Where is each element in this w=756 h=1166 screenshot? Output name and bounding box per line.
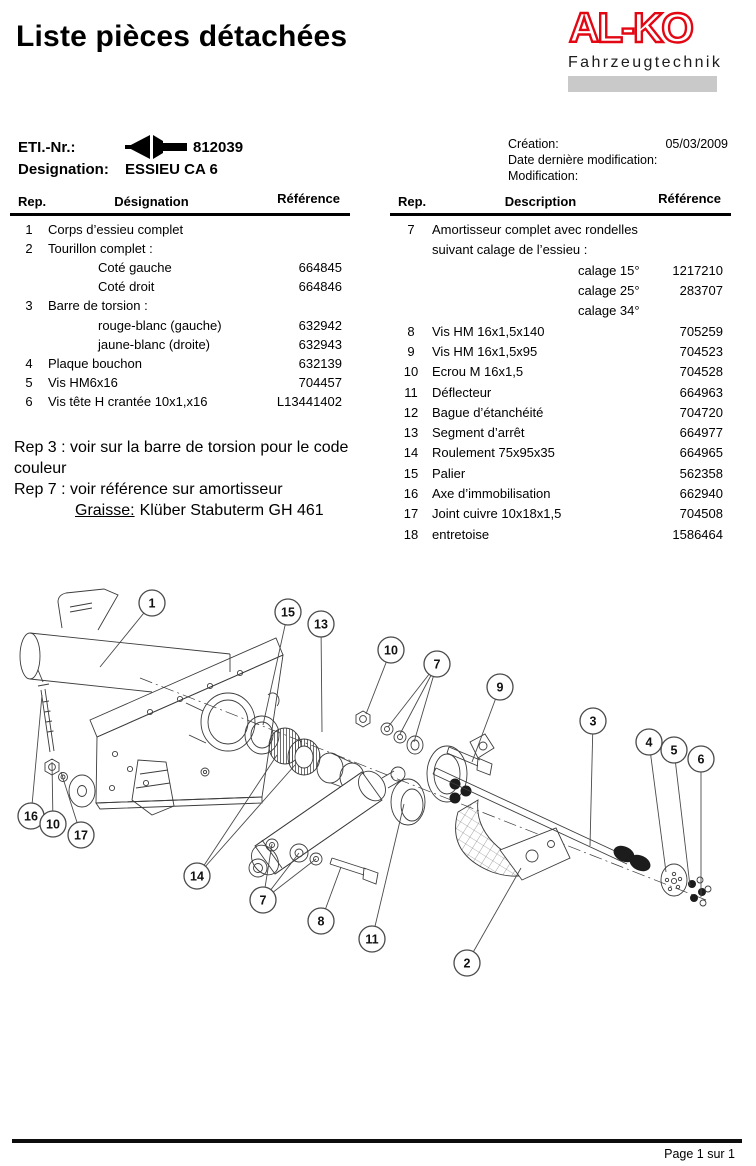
note-rep3: Rep 3 : voir sur la barre de torsion pour le code couleur [14,439,349,477]
callout-10 [378,637,404,663]
rep-cell: 11 [404,384,418,400]
callout-leader-line [649,742,666,872]
callout-8 [308,908,334,934]
header-rule [10,213,350,216]
reference-cell: 662940 [679,486,723,501]
table-row [390,240,731,260]
table-row [10,258,350,277]
designation-cell: Segment d’arrêt [432,425,525,441]
designation-cell: Plaque bouchon [48,355,142,371]
svg-text:5: 5 [670,743,678,758]
modification-label: Modification: [508,169,579,183]
callout-13 [308,611,334,637]
parts-table-left [10,192,350,411]
designation-cell: Vis tête H crantée 10x1,x16 [48,394,208,410]
header-reference: Référence [277,191,340,206]
header-designation: Désignation [114,194,189,209]
table-row [390,341,731,361]
table-row [390,504,731,524]
creation-value: 05/03/2009 [665,137,728,151]
page-number: Page 1 sur 1 [664,1147,735,1161]
designation-label: Designation: [18,160,109,178]
callout-leader-line [674,750,690,886]
reference-cell: L13441402 [276,394,342,410]
svg-text:10: 10 [384,643,398,658]
upper-washers [356,711,423,754]
callout-leader-line [31,695,42,816]
table-row [390,422,731,442]
shock-absorber [246,766,405,880]
rep-cell: 17 [403,506,419,522]
header-rep: Rep. [18,194,47,209]
table-row [390,443,731,463]
table-row [390,362,731,382]
svg-text:4: 4 [645,735,653,750]
rep-cell: 16 [403,486,419,501]
svg-text:7: 7 [259,893,267,908]
creation-label: Création: [508,137,559,151]
grease-value: Klüber Stabuterm GH 461 [139,502,324,519]
page-title: Liste pièces détachées [16,20,348,53]
table-row [390,321,731,341]
designation-cell: Vis HM6x16 [48,375,118,391]
callout-1 [139,590,165,616]
alko-logo [568,6,722,92]
meta-right [508,136,728,184]
table-row [10,220,350,239]
svg-text:7: 7 [433,657,441,672]
header-rule [390,213,731,216]
designation-cell: Barre de torsion : [48,298,148,314]
reference-cell: 704528 [679,364,723,380]
svg-text:11: 11 [365,932,379,947]
designation-cell: entretoise [432,526,490,542]
reference-cell: 664977 [679,425,723,441]
reference-cell: 632942 [298,317,342,333]
left-hardware [38,670,95,807]
callout-14 [184,863,210,889]
svg-text:10: 10 [46,817,60,832]
rep-cell: 2 [25,240,33,256]
table-row [390,382,731,402]
rep-cell: 18 [403,526,419,542]
rep-cell: 9 [407,343,415,359]
svg-text:8: 8 [317,914,325,929]
table-row [390,483,731,503]
reference-cell: 1586464 [672,526,723,542]
designation-cell: calage 25° [578,283,640,299]
callout-6 [688,746,714,772]
svg-text:16: 16 [24,809,38,824]
table-body [390,220,731,545]
diagram-svg [0,562,756,992]
reference-cell: 632943 [298,336,342,352]
header-description: Description [504,194,577,209]
callout-17 [68,822,94,848]
table-row [10,392,350,411]
exploded-diagram [0,562,756,992]
table-row [10,354,350,373]
rep-cell: 8 [407,323,415,339]
eti-label: ETI.-Nr.: [18,138,76,156]
designation-cell: Tourillon complet : [48,240,153,256]
callout-4 [636,729,662,755]
designation-cell: Joint cuivre 10x18x1,5 [432,506,562,522]
last-modified-label: Date dernière modification: [508,153,658,167]
note-grease [14,500,386,521]
callout-5 [661,737,687,763]
table-row [10,315,350,334]
reference-cell: 283707 [679,283,723,299]
header-rep: Rep. [398,194,427,209]
table-body [10,220,350,412]
rep-cell: 15 [403,465,419,481]
rep-cell: 14 [403,445,419,461]
svg-text:14: 14 [190,869,204,884]
exploded-drawing [20,589,711,906]
callout-3 [580,708,606,734]
designation-cell: Coté gauche [98,259,172,275]
logo-underline-bar [568,76,717,92]
table-row [10,373,350,392]
reference-cell: 704457 [298,375,342,391]
table-row [390,524,731,544]
table-row [390,402,731,422]
table-row [10,277,350,296]
rep-cell: 10 [403,364,419,380]
designation-cell: jaune-blanc (droite) [98,336,211,352]
designation-cell: Axe d’immobilisation [432,486,551,501]
note-rep7: Rep 7 : voir référence sur amortisseur [14,481,283,498]
table-row [390,301,731,321]
notes [14,437,386,521]
table-row [10,239,350,258]
rep-cell: 3 [25,298,33,314]
callout-2 [454,950,480,976]
designation-cell: Vis HM 16x1,5x95 [432,343,538,359]
designation-cell: Roulement 75x95x35 [432,445,555,461]
reference-cell: 664965 [679,445,723,461]
svg-text:2: 2 [463,956,471,971]
last-modified-value [660,152,728,168]
reference-cell: 664846 [298,279,342,295]
reference-cell: 704523 [679,343,723,359]
svg-text:6: 6 [697,752,705,767]
eti-value: 812039 [193,138,244,156]
table-row [10,296,350,315]
reference-cell: 562358 [679,465,723,481]
table-row [390,280,731,300]
table-row [390,260,731,280]
header-reference: Référence [658,191,721,206]
rep-cell: 12 [403,404,419,420]
callout-10 [40,811,66,837]
designation-cell: Bague d’étanchéité [432,404,544,420]
reference-cell: 1217210 [672,262,723,278]
footer-rule [12,1139,742,1143]
table-row [390,220,731,240]
callout-leader-line [321,624,322,732]
designation-cell: calage 34° [578,303,640,319]
modification-value [660,168,728,184]
table-header [10,192,350,209]
callout-11 [359,926,385,952]
reference-cell: 632139 [298,355,342,371]
callout-7 [424,651,450,677]
table-row [390,463,731,483]
reference-cell: 664845 [298,259,342,275]
rep-cell: 1 [25,221,33,237]
svg-text:1: 1 [148,596,156,611]
rep-cell: 7 [407,222,415,238]
parts-table-right [390,192,731,544]
axle-icon [125,134,187,160]
reference-cell: 704720 [679,404,723,420]
reference-cell: 704508 [679,506,723,522]
designation-cell: suivant calage de l’essieu : [432,242,588,258]
alko-brand-icon [568,6,720,48]
designation-cell: Coté droit [98,279,155,295]
axle-beam [20,589,230,692]
callout-15 [275,599,301,625]
table-header [390,192,731,209]
designation-cell: Vis HM 16x1,5x140 [432,323,545,339]
table-row [10,335,350,354]
svg-text:17: 17 [74,828,88,843]
reference-cell: 664963 [679,384,723,400]
bolt-9 [447,747,492,775]
rep-cell: 13 [403,425,419,441]
deflector-ring [391,779,425,825]
rep-cell: 5 [25,375,33,391]
callout-leader-line [590,721,593,846]
designation-cell: rouge-blanc (gauche) [98,317,222,333]
designation-cell: Amortisseur complet avec rondelles [432,222,638,238]
trailing-arm [427,734,570,880]
designation-cell: calage 15° [578,262,640,278]
rep-cell: 6 [25,394,33,410]
callout-leader-line [372,804,404,939]
logo-subtitle: Fahrzeugtechnik [568,54,723,71]
designation-cell: Palier [432,465,466,481]
svg-text:3: 3 [589,714,597,729]
callout-leader-line [467,868,521,963]
designation-cell: Déflecteur [432,384,492,400]
reference-cell: 705259 [679,323,723,339]
callout-9 [487,674,513,700]
grease-label: Graisse: [75,502,135,519]
callout-7 [250,887,276,913]
svg-text:13: 13 [314,617,328,632]
designation-value: ESSIEU CA 6 [125,160,218,178]
svg-text:9: 9 [496,680,504,695]
svg-text:AL-KO: AL-KO [569,6,692,48]
designation-cell: Ecrou M 16x1,5 [432,364,524,380]
svg-text:15: 15 [281,605,295,620]
designation-cell: Corps d’essieu complet [48,221,184,237]
rep-cell: 4 [25,355,33,371]
meta-left [18,136,243,180]
